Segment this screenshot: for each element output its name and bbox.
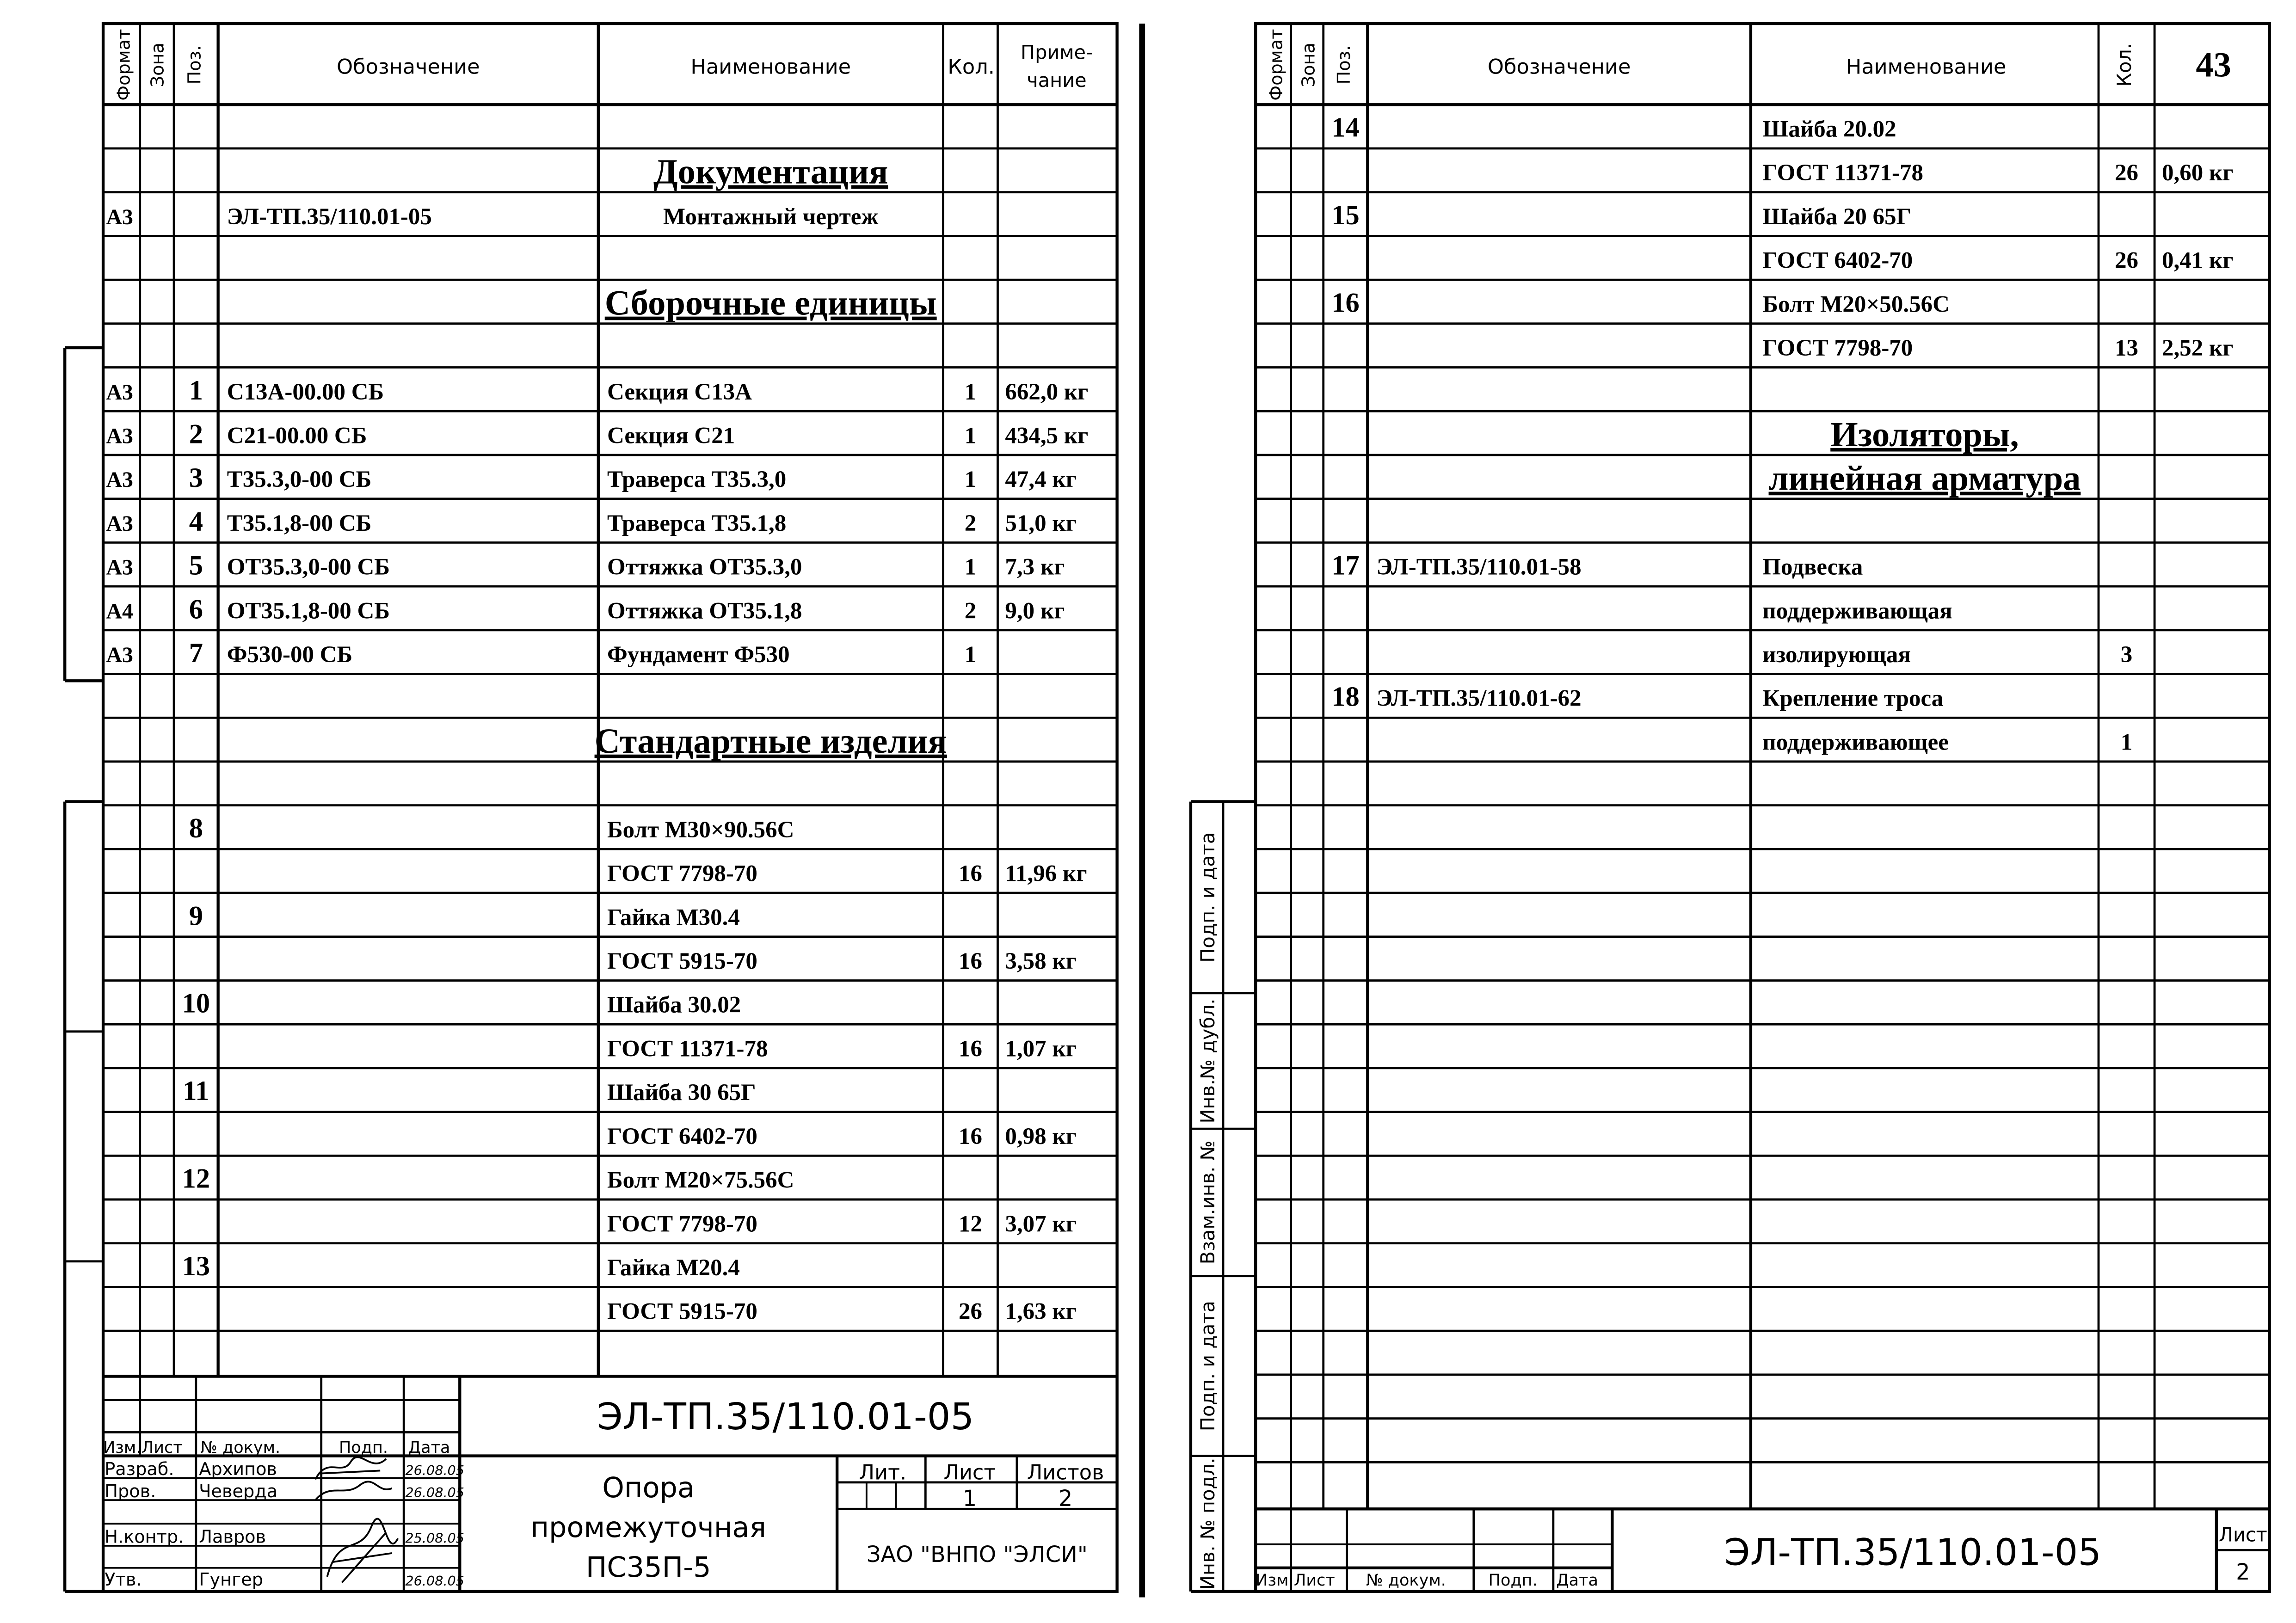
row-position: 4: [189, 506, 203, 537]
row-designation: ЭЛ-ТП.35/110.01-58: [1376, 554, 1582, 580]
row-position: 1: [189, 375, 203, 406]
tb-sheet-label: Лист: [2218, 1524, 2267, 1546]
signature-role: Разраб.: [105, 1459, 174, 1480]
signature-role: Утв.: [105, 1569, 142, 1590]
row-qty: 26: [959, 1298, 982, 1325]
row-note: 11,96 кг: [1005, 861, 1087, 887]
signature-date: 26.08.05: [405, 1484, 465, 1500]
row-qty: 1: [964, 467, 977, 493]
header-format: Формат: [1266, 29, 1287, 101]
signature-date: 26.08.05: [405, 1573, 465, 1589]
row-name: ГОСТ 7798-70: [1762, 335, 1913, 362]
section-heading: Стандартные изделия: [594, 721, 947, 761]
margin-label-vzam-inv: Взам.инв. №: [1196, 1140, 1219, 1265]
row-name: Оттяжка ОТ35.3,0: [607, 554, 802, 580]
row-name: Фундамент Ф530: [607, 642, 790, 668]
row-position: 17: [1331, 550, 1360, 581]
row-qty: 16: [959, 1123, 982, 1150]
row-format: А3: [106, 511, 133, 536]
row-format: А3: [106, 555, 133, 580]
tb-lit-label: Лит.: [859, 1460, 907, 1485]
signature-name: Лавров: [199, 1527, 266, 1548]
row-designation: ОТ35.3,0-00 СБ: [227, 554, 390, 580]
row-note: 0,98 кг: [1005, 1123, 1077, 1150]
row-note: 0,60 кг: [2162, 160, 2234, 186]
tb-head-sign: Подп.: [339, 1438, 388, 1457]
row-qty: 1: [964, 554, 977, 580]
tb-head-izm: Изм: [1256, 1570, 1289, 1590]
row-name: Монтажный чертеж: [663, 203, 879, 230]
row-position: 8: [189, 812, 203, 844]
sheet-2-margin: [1191, 802, 1256, 1592]
row-note: 7,3 кг: [1005, 554, 1065, 580]
tb-sheets-label: Листов: [1027, 1460, 1104, 1485]
row-position: 2: [189, 418, 203, 450]
signature-name: Гунгер: [199, 1569, 264, 1590]
signature-role: Н.контр.: [105, 1527, 184, 1548]
section-heading: Изоляторы,: [1830, 414, 2019, 454]
margin-label-sign-date-1: Подп. и дата: [1196, 832, 1219, 963]
margin-label-inv-dubl: Инв.№ дубл.: [1196, 998, 1219, 1124]
row-format: А3: [106, 380, 133, 405]
tb-sheets-count: 2: [1058, 1486, 1073, 1512]
row-note: 1,63 кг: [1005, 1298, 1077, 1325]
row-designation: Ф530-00 СБ: [227, 642, 353, 668]
row-name: Секция С13А: [607, 379, 752, 405]
row-qty: 26: [2115, 247, 2139, 274]
signature-date: 25.08.05: [405, 1530, 465, 1546]
margin-label-inv-podl: Инв. № подл.: [1196, 1457, 1219, 1590]
product-name-line2: промежуточная: [530, 1511, 766, 1544]
header-qty: Кол.: [2113, 43, 2136, 87]
row-designation: С21-00.00 СБ: [227, 423, 367, 449]
row-name: Траверса Т35.1,8: [607, 510, 787, 536]
row-designation: Т35.3,0-00 СБ: [227, 467, 372, 493]
row-position: 16: [1331, 287, 1360, 319]
sheet-2-document-code: ЭЛ-ТП.35/110.01-05: [1724, 1531, 2102, 1574]
tb-sheet-label: Лист: [943, 1460, 996, 1485]
row-name: ГОСТ 7798-70: [607, 861, 757, 887]
header-name: Наименование: [1846, 55, 2007, 79]
margin-label-sign-date-2: Подп. и дата: [1196, 1301, 1219, 1432]
row-qty: 1: [964, 379, 977, 405]
row-qty: 2: [964, 510, 977, 536]
tb-head-doc: № докум.: [1366, 1570, 1446, 1590]
sheet-2-table-grid: [1256, 24, 2270, 1509]
header-name: Наименование: [690, 55, 851, 79]
row-name: Шайба 20.02: [1762, 116, 1896, 142]
row-format: А4: [106, 599, 133, 624]
row-designation: ОТ35.1,8-00 СБ: [227, 598, 390, 624]
row-qty: 13: [2115, 335, 2139, 362]
section-heading: линейная арматура: [1768, 458, 2081, 498]
product-name-line1: Опора: [602, 1471, 695, 1504]
header-designation: Обозначение: [1487, 55, 1631, 79]
sheet-1-title-block: [103, 1376, 1117, 1591]
signature-role: Пров.: [105, 1481, 156, 1502]
row-note: 0,41 кг: [2162, 247, 2234, 274]
row-designation: Т35.1,8-00 СБ: [227, 510, 372, 536]
row-position: 5: [189, 550, 203, 581]
row-designation: ЭЛ-ТП.35/110.01-05: [227, 203, 432, 230]
tb-head-sign: Подп.: [1488, 1570, 1538, 1590]
tb-sheet-number: 2: [2236, 1560, 2250, 1586]
row-format: А3: [106, 204, 133, 229]
row-qty: 1: [2120, 729, 2133, 756]
row-name: ГОСТ 6402-70: [607, 1123, 757, 1150]
row-note: 51,0 кг: [1005, 510, 1077, 536]
row-note: 2,52 кг: [2162, 335, 2234, 362]
row-note: 434,5 кг: [1005, 423, 1089, 449]
row-name: ГОСТ 11371-78: [1762, 160, 1923, 186]
row-designation: С13А-00.00 СБ: [227, 379, 384, 405]
row-designation: ЭЛ-ТП.35/110.01-62: [1376, 685, 1582, 712]
row-name: Подвеска: [1762, 554, 1863, 580]
row-qty: 1: [964, 423, 977, 449]
header-designation: Обозначение: [336, 55, 480, 79]
row-note: 3,58 кг: [1005, 948, 1077, 975]
row-note: 47,4 кг: [1005, 467, 1077, 493]
organization-name: ЗАО "ВНПО "ЭЛСИ": [866, 1542, 1088, 1568]
tb-head-list: Лист: [1294, 1570, 1335, 1590]
section-heading: Документация: [653, 152, 888, 191]
row-qty: 26: [2115, 160, 2139, 186]
header-pos: Поз.: [1334, 45, 1355, 85]
row-format: А3: [106, 467, 133, 492]
sheet-2-table-header: [1267, 29, 2231, 101]
row-name: ГОСТ 5915-70: [607, 1298, 757, 1325]
row-qty: 2: [964, 598, 977, 624]
row-qty: 12: [959, 1211, 982, 1237]
row-name: ГОСТ 11371-78: [607, 1036, 768, 1062]
tb-head-izm: Изм.: [103, 1438, 142, 1457]
row-qty: 16: [959, 861, 982, 887]
row-name: поддерживающая: [1762, 598, 1952, 624]
row-name: Гайка М20.4: [607, 1254, 740, 1281]
row-name: Крепление троса: [1762, 685, 1944, 712]
signature-scribbles: [315, 1457, 398, 1582]
sheet-1-frame: [103, 24, 1117, 1592]
row-name: Оттяжка ОТ35.1,8: [607, 598, 802, 624]
row-qty: 16: [959, 948, 982, 975]
product-name-line3: ПС35П-5: [585, 1551, 711, 1584]
row-position: 6: [189, 594, 203, 625]
sheet-2: [1191, 24, 2270, 1592]
sheet-1-document-code: ЭЛ-ТП.35/110.01-05: [597, 1395, 974, 1439]
row-position: 9: [189, 900, 203, 932]
tb-head-doc: № докум.: [200, 1438, 281, 1457]
header-note-line1: Приме-: [1020, 41, 1093, 64]
header-qty: Кол.: [948, 55, 995, 79]
row-position: 18: [1331, 681, 1360, 713]
row-name: Шайба 30 65Г: [607, 1080, 756, 1106]
row-name: Гайка М30.4: [607, 904, 740, 931]
row-name: ГОСТ 5915-70: [607, 948, 757, 975]
row-note: 1,07 кг: [1005, 1036, 1077, 1062]
row-name: Шайба 30.02: [607, 992, 741, 1018]
row-position: 14: [1331, 112, 1360, 143]
tb-sheet-number: 1: [962, 1486, 977, 1512]
sheet-1-table-header: [114, 29, 1092, 101]
row-name: поддерживающее: [1762, 729, 1949, 756]
header-zone: Зона: [1299, 43, 1319, 87]
row-name: Болт М20×50.56С: [1762, 291, 1950, 318]
row-note: 9,0 кг: [1005, 598, 1065, 624]
tb-head-date: Дата: [1556, 1570, 1599, 1590]
row-qty: 16: [959, 1036, 982, 1062]
row-note: 662,0 кг: [1005, 379, 1089, 405]
row-format: А3: [106, 424, 133, 449]
row-position: 7: [189, 638, 203, 669]
row-position: 3: [189, 462, 203, 494]
row-qty: 3: [2120, 642, 2133, 668]
header-zone: Зона: [148, 43, 168, 87]
signature-name: Архипов: [199, 1459, 277, 1480]
page-divider: [1139, 24, 1145, 1598]
row-name: Секция С21: [607, 423, 735, 449]
sheet-1-margin-boxes: [65, 348, 103, 1592]
tb-head-list: Лист: [141, 1438, 183, 1457]
row-name: ГОСТ 6402-70: [1762, 247, 1913, 274]
row-qty: 1: [964, 642, 977, 668]
row-name: Болт М30×90.56С: [607, 817, 794, 843]
signature-date: 26.08.05: [405, 1462, 465, 1478]
sheet-1-signature-rows: [105, 1459, 464, 1590]
header-note-line2: чание: [1027, 69, 1087, 92]
row-name: изолирующая: [1762, 642, 1911, 668]
section-heading: Сборочные единицы: [604, 283, 937, 323]
row-position: 12: [182, 1163, 210, 1194]
page-number: 43: [2196, 45, 2231, 85]
row-position: 15: [1331, 199, 1360, 231]
row-name: Болт М20×75.56С: [607, 1167, 794, 1193]
row-name: Траверса Т35.3,0: [607, 467, 787, 493]
header-pos: Поз.: [185, 45, 205, 85]
signature-name: Чеверда: [199, 1481, 278, 1502]
header-format: Формат: [114, 29, 135, 101]
row-position: 11: [183, 1076, 209, 1107]
row-position: 13: [182, 1250, 210, 1282]
sheet-1: [65, 24, 1117, 1592]
row-name: Шайба 20 65Г: [1762, 203, 1912, 230]
row-position: 10: [182, 988, 210, 1019]
tb-head-date: Дата: [408, 1438, 450, 1457]
row-format: А3: [106, 643, 133, 668]
sheet-2-title-block: [1256, 1509, 2270, 1591]
row-note: 3,07 кг: [1005, 1211, 1077, 1237]
row-name: ГОСТ 7798-70: [607, 1211, 757, 1237]
